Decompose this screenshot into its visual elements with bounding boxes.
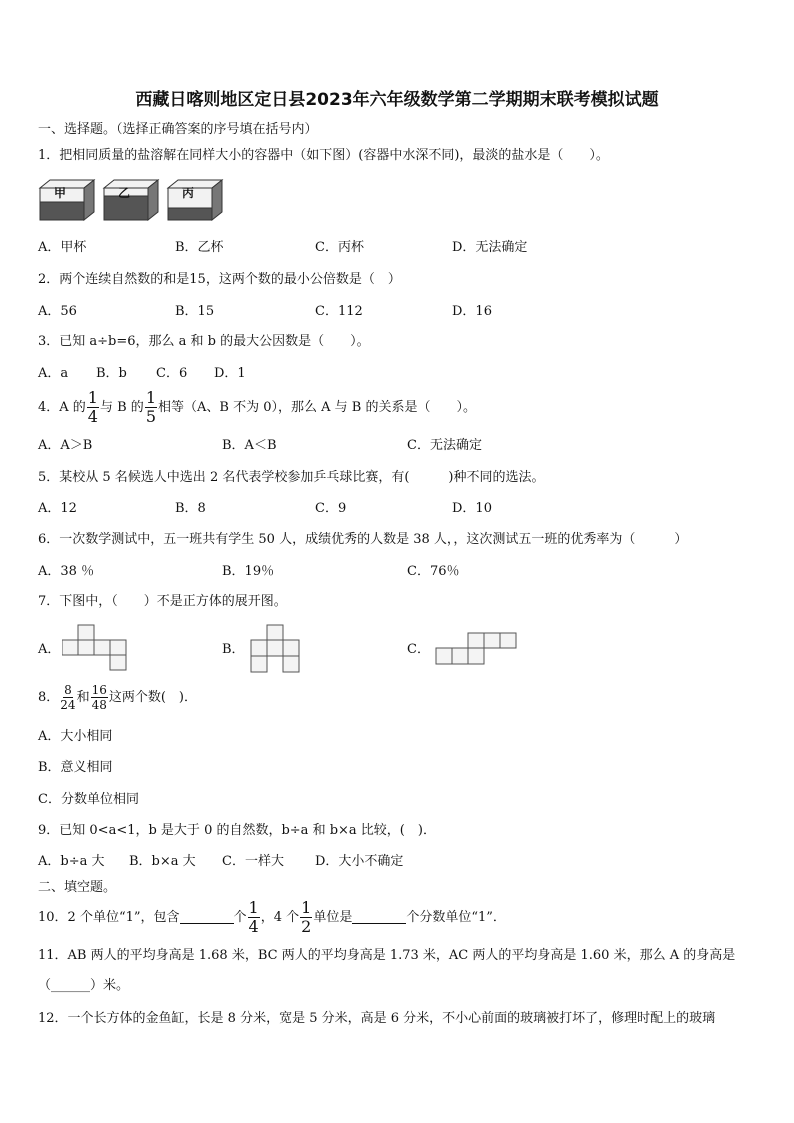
q4-f2-denominator: 5 bbox=[145, 407, 156, 426]
q4-post: 相等（A、B 不为 0），那么 A 与 B 的关系是（ ）。 bbox=[158, 399, 476, 415]
cup-label-yi: 乙 bbox=[118, 186, 131, 200]
q4-option-c: C．无法确定 bbox=[407, 438, 482, 453]
q8-mid: 和 bbox=[76, 689, 90, 705]
q2-option-d: D．16 bbox=[452, 304, 492, 319]
question-5: 5．某校从 5 名候选人中选出 2 名代表学校参加乒乓球比赛，有( )种不同的选法。 bbox=[38, 470, 545, 485]
q9-option-b: B．b×a 大 bbox=[129, 854, 196, 869]
q8-f2-denominator: 48 bbox=[91, 698, 107, 712]
question-8 bbox=[38, 684, 197, 711]
net-a-figure bbox=[62, 624, 130, 672]
page-title: 西藏日喀则地区定日县2023年六年级数学第二学期期末联考模拟试题 bbox=[135, 90, 659, 110]
question-3: 3．已知 a÷b=6，那么 a 和 b 的最大公因数是（ ）。 bbox=[38, 334, 370, 349]
q4-fraction-2 bbox=[145, 390, 157, 425]
q5-option-b: B．8 bbox=[175, 501, 206, 516]
q8-post: 这两个数( )． bbox=[108, 689, 198, 705]
cups-svg bbox=[38, 178, 258, 224]
q3-option-c: C．6 bbox=[156, 366, 188, 381]
q10-blank-2[interactable] bbox=[352, 911, 406, 924]
question-2: 2．两个连续自然数的和是15，这两个数的最小公倍数是（ ） bbox=[38, 272, 401, 287]
q4-fraction-1 bbox=[87, 390, 99, 425]
q7-option-b: B． bbox=[222, 642, 245, 657]
q6-option-a: A．38 ％ bbox=[38, 564, 95, 579]
q6-option-b: B．19％ bbox=[222, 564, 275, 579]
q10-f1-denominator: 4 bbox=[248, 917, 259, 936]
q2-option-a: A．56 bbox=[38, 304, 77, 319]
question-11-line-2: （______）米。 bbox=[38, 978, 130, 993]
cup-label-bing: 丙 bbox=[182, 186, 195, 200]
q4-pre: 4．A 的 bbox=[38, 399, 86, 415]
q10-mid1: 个 bbox=[233, 909, 247, 925]
cup-bing bbox=[168, 180, 222, 220]
q8-fraction-1 bbox=[60, 684, 75, 711]
q10-blank-1[interactable] bbox=[180, 911, 234, 924]
q1-option-c: C．丙杯 bbox=[315, 240, 364, 255]
question-9: 9．已知 0<a<1，b 是大于 0 的自然数，b÷a 和 b×a 比较，( )． bbox=[38, 823, 436, 838]
net-c-svg bbox=[435, 632, 519, 668]
q6-option-c: C．76％ bbox=[407, 564, 460, 579]
q4-f1-denominator: 4 bbox=[87, 407, 98, 426]
q10-mid3: 单位是 bbox=[313, 909, 353, 925]
question-7: 7．下图中，（ ）不是正方体的展开图。 bbox=[38, 594, 287, 609]
net-b-figure bbox=[250, 624, 302, 674]
q4-f2-numerator: 1 bbox=[145, 388, 156, 407]
question-11-line-1: 11．AB 两人的平均身高是 1.68 米，BC 两人的平均身高是 1.73 米，AC 两人的平均身高是 1.60 米，那么 A 的身高是 bbox=[38, 948, 736, 963]
q8-f1-numerator: 8 bbox=[64, 683, 72, 697]
q5-option-d: D．10 bbox=[452, 501, 492, 516]
q8-option-a: A．大小相同 bbox=[38, 729, 113, 744]
q7-option-c: C． bbox=[407, 642, 430, 657]
q1-option-d: D．无法确定 bbox=[452, 240, 528, 255]
q4-f1-numerator: 1 bbox=[87, 388, 98, 407]
question-10 bbox=[38, 900, 506, 935]
q9-option-c: C．一样大 bbox=[222, 854, 284, 869]
q7-option-a: A． bbox=[38, 642, 61, 657]
q1-option-b: B．乙杯 bbox=[175, 240, 224, 255]
net-c-figure bbox=[435, 632, 519, 668]
q8-option-c: C．分数单位相同 bbox=[38, 792, 139, 807]
q9-option-d: D．大小不确定 bbox=[315, 854, 404, 869]
cup-yi bbox=[104, 180, 158, 220]
q10-pre: 10．2 个单位“1”，包含 bbox=[38, 909, 180, 925]
section-choice-heading: 一、选择题。（选择正确答案的序号填在括号内） bbox=[38, 122, 318, 137]
q3-option-d: D．1 bbox=[214, 366, 246, 381]
q10-f1-numerator: 1 bbox=[248, 898, 259, 917]
q5-option-a: A．12 bbox=[38, 501, 77, 516]
q8-pre: 8． bbox=[38, 689, 60, 705]
q2-option-b: B．15 bbox=[175, 304, 215, 319]
q5-option-c: C．9 bbox=[315, 501, 347, 516]
q4-mid: 与 B 的 bbox=[99, 399, 144, 415]
cup-label-jia: 甲 bbox=[54, 186, 67, 200]
q4-option-b: B．A＜B bbox=[222, 438, 277, 453]
q10-post: 个分数单位“1”． bbox=[406, 909, 506, 925]
net-a-svg bbox=[62, 624, 130, 672]
q10-fraction-2 bbox=[300, 900, 312, 935]
q9-option-a: A．b÷a 大 bbox=[38, 854, 105, 869]
q8-f2-numerator: 16 bbox=[91, 683, 107, 697]
q1-option-a: A．甲杯 bbox=[38, 240, 87, 255]
q10-fraction-1 bbox=[248, 900, 260, 935]
net-b-svg bbox=[250, 624, 302, 674]
q8-fraction-2 bbox=[91, 684, 108, 711]
q8-f1-denominator: 24 bbox=[60, 698, 76, 712]
question-1: 1．把相同质量的盐溶解在同样大小的容器中（如下图）(容器中水深不同)，最淡的盐水是（ ）。 bbox=[38, 148, 609, 163]
q10-f2-denominator: 2 bbox=[301, 917, 312, 936]
section-fill-heading: 二、填空题。 bbox=[38, 880, 117, 895]
cup-jia bbox=[40, 180, 94, 220]
q10-mid2: ，4 个 bbox=[260, 909, 300, 925]
q8-option-b: B．意义相同 bbox=[38, 760, 113, 775]
question-6: 6．一次数学测试中，五一班共有学生 50 人，成绩优秀的人数是 38 人，，这次测试五一班的优秀率为（ ） bbox=[38, 532, 688, 547]
q10-f2-numerator: 1 bbox=[301, 898, 312, 917]
q2-option-c: C．112 bbox=[315, 304, 363, 319]
q3-option-b: B．b bbox=[96, 366, 127, 381]
question-12-line-1: 12．一个长方体的金鱼缸，长是 8 分米，宽是 5 分米，高是 6 分米，不小心前面的玻璃被打坏了，修理时配上的玻璃 bbox=[38, 1011, 716, 1026]
question-4 bbox=[38, 390, 476, 425]
cups-figure bbox=[38, 178, 258, 224]
q3-option-a: A．a bbox=[38, 366, 69, 381]
q4-option-a: A．A＞B bbox=[38, 438, 93, 453]
